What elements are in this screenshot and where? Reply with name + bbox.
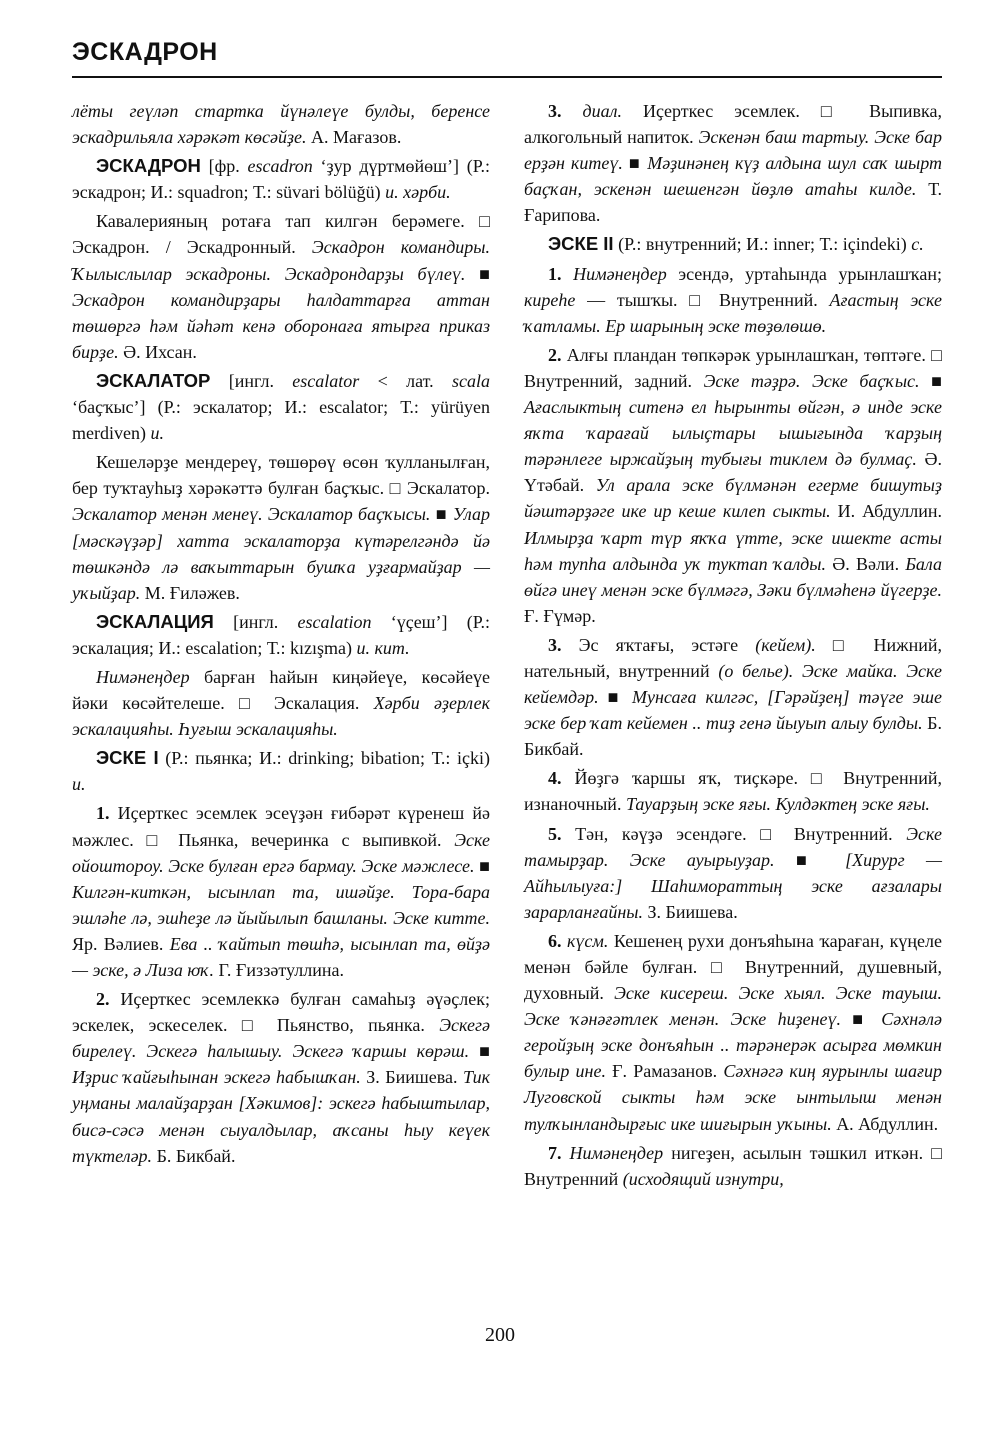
italic-text: Тик уңманы малайҙарҙан [Хәкимов]: эскегә һабыштылар, бисә-сәсә менән сыуалдылар, аҡсаны һыу кеүек түктеләр.	[72, 1067, 490, 1166]
text-run: Ғ. Рамазанов.	[605, 1061, 724, 1082]
text-run: ■	[598, 687, 633, 708]
text-run: Тән, кәүҙә эсендәге. □ Внутренний.	[561, 823, 907, 844]
text-run: ‘үҫеш’] (Р.: эскалация; И.: escalation; Т.: kızışma)	[72, 611, 490, 658]
left-column	[72, 98, 490, 1172]
dictionary-paragraph	[524, 231, 942, 257]
italic-text: [Хирург — Айһылыуға:] Шаһимораттың эске ағзалары зарарланғайны.	[524, 849, 942, 922]
running-head: ЭСКАДРОН	[72, 38, 218, 66]
text-run: Ә. Ихсан.	[118, 341, 197, 362]
italic-text: Иҙрис ҡайғыһынан эскегә һабышҡан.	[72, 1067, 361, 1088]
text-run: Кешенең рухи донъяһына ҡараған, күңеле менән бәйле булған. □ Внутренний, душевный, духовный.	[524, 930, 943, 1004]
text-run: Б. Бикбай.	[524, 713, 942, 760]
header-rule	[72, 76, 942, 78]
italic-text: с.	[911, 234, 924, 255]
text-run: < лат.	[359, 370, 452, 391]
text-run: — тышҡы. □ Внутренний.	[575, 289, 830, 310]
text-run: [фр.	[200, 156, 248, 177]
italic-text: Эске тамырҙар. Эске ауырыуҙар.	[524, 823, 942, 870]
italic-text: Ағастың эске ҡатламы. Ер шарының эске төҙөлөшө.	[524, 289, 942, 336]
text-run: □ Нижний, нательный, внутренний	[524, 634, 942, 681]
text-run: Иҫерткес эсемлеккә булған самаһыҙ әүәҫлек; эскелек, эскеселек. □ Пьянство, пьянка.	[72, 989, 490, 1036]
dictionary-paragraph	[524, 928, 942, 1137]
dictionary-paragraph	[524, 1140, 942, 1192]
sense-number: 3.	[548, 634, 562, 655]
sense-number: 2.	[548, 344, 562, 365]
italic-text: Эске тәҙрә. Эске баҫҡыс.	[703, 370, 920, 391]
text-run: (Р.: внутренний; И.: inner; Т.: içindeki)	[613, 234, 912, 255]
italic-text: (кейем).	[755, 634, 816, 655]
dictionary-paragraph	[72, 800, 490, 983]
italic-text: и.	[72, 774, 86, 795]
text-run	[562, 264, 574, 284]
sense-number: 4.	[548, 768, 562, 789]
sense-number: 1.	[96, 803, 110, 824]
italic-text: Нимәнеңдер	[573, 263, 667, 284]
text-run: А. Абдуллин.	[831, 1113, 939, 1134]
headword: ЭСКЕ I	[96, 747, 159, 769]
dictionary-paragraph	[72, 449, 490, 606]
italic-text: и.	[150, 423, 164, 444]
headword: ЭСКАДРОН	[96, 155, 201, 177]
italic-text: escalator	[292, 370, 360, 391]
italic-text: Эскадрон командиры. Ҡылыслылар эскадроны. Эскадрондарҙы бүлеү.	[72, 237, 490, 284]
italic-text: (исходящий изнутри,	[622, 1168, 784, 1189]
italic-text: Хәрби әҙерлек эскалацияһы. Һуғыш эскалацияһы.	[72, 693, 490, 740]
headword: ЭСКАЛАЦИЯ	[96, 610, 214, 632]
dictionary-paragraph	[72, 153, 490, 205]
text-run: Эс яҡтағы, эстәге	[561, 634, 756, 655]
dictionary-paragraph	[72, 986, 490, 1169]
headword: ЭСКЕ II	[548, 233, 614, 255]
italic-text: Бала өйгә инеү менән эске бүлмәгә, Зәки бүлмәһенә йүгерҙе.	[524, 553, 942, 600]
sense-number: 5.	[548, 823, 562, 844]
italic-text: Нимәнеңдер	[569, 1142, 664, 1163]
text-run: ■	[430, 504, 453, 525]
italic-text: Ағаслыктың ситенә ел һырынты өйгән, ә инде эске яҡта ҡарағай ылыҫтары ышығында ҡарҙың тәрәнлеге ыржайҙың тубығы тиклем дә булмаҫ.	[524, 397, 942, 470]
italic-text: и. кит.	[356, 637, 410, 658]
italic-text: Илмырҙа ҡарт түр яҡҡа үтте, эске ишекте асты һәм тупһа алдында уҡ туктап ҡалды.	[524, 527, 942, 574]
text-run: Иҫерткес эсемлек эсеүҙән ғибәрәт күренеш йә мәжлес. □ Пьянка, вечеринка с выпивкой.	[72, 803, 490, 850]
text-run: ■	[919, 370, 943, 391]
text-run: Яр. Вәлиев.	[72, 933, 170, 954]
italic-text: (о белье). Эске майка. Эске кейемдәр.	[524, 660, 942, 708]
dictionary-paragraph	[72, 98, 490, 150]
italic-text: escalation	[297, 611, 372, 632]
text-run: Алғы пландан төпкәрәк урынлашҡан, төптәге. □ Внутренний, задний.	[524, 344, 942, 391]
text-run	[562, 101, 583, 121]
sense-number: 6.	[548, 930, 562, 951]
dictionary-paragraph	[72, 664, 490, 742]
italic-text: Эске ойоштороу. Эске булған ергә бармау. Эске мәжлесе.	[72, 829, 490, 876]
headword: ЭСКАЛАТОР	[96, 369, 211, 391]
dictionary-paragraph	[72, 208, 490, 365]
dictionary-paragraph	[72, 609, 490, 661]
text-run: З. Биишева.	[360, 1067, 463, 1088]
italic-text: Эске кисереш. Эске хыял. Эске тауыш. Эске ҡәнәғәтлек менән. Эске һиҙенеү.	[524, 983, 942, 1030]
dictionary-paragraph	[524, 342, 942, 629]
italic-text: диал.	[582, 101, 622, 121]
right-column	[524, 98, 942, 1195]
text-run: Иҫерткес эсемлек. □ Выпивка, алкогольный напиток.	[524, 101, 943, 148]
text-run: (Р.: пьянка; И.: drinking; bibation; Т.: içki)	[158, 748, 490, 769]
italic-text: Сәхнәлә геройҙың эске донъяһын .. тәрәнерәк асырға мөмкин булыр ине.	[524, 1009, 942, 1082]
dictionary-paragraph	[524, 765, 942, 817]
italic-text: күсм.	[567, 930, 609, 951]
text-run: эсендә, уртаһында урынлашҡан;	[666, 263, 942, 284]
sense-number: 2.	[96, 989, 110, 1010]
italic-text: Эскадрон командирҙары һалдаттарға аттан төшөргә һәм йәһәт кенә оборонаға ятырға приказ бирҙе.	[72, 289, 490, 362]
text-run: ■	[469, 1041, 490, 1062]
text-run: ■	[622, 153, 648, 174]
text-run: [ингл.	[210, 370, 293, 391]
italic-text: Тауарҙың эске яғы. Кулдәктең эске яғы.	[625, 794, 930, 815]
italic-text: Мунсаға килгәс, [Гәрәйҙең] тәүге эше эске бер ҡат кейемен .. тиҙ генә йыуып алыу булды.	[524, 687, 942, 734]
text-run: [ингл.	[213, 611, 298, 632]
sense-number: 7.	[548, 1142, 562, 1163]
text-run: Г. Ғиззәтуллина.	[214, 960, 344, 980]
text-run: ■	[474, 855, 491, 876]
dictionary-paragraph	[524, 821, 942, 925]
italic-text: лёты геүләп стартка йүнәлеүе булды, беренсе эскадрильяла хәрәкәт көсәйҙе.	[72, 101, 490, 148]
text-run: ‘ҙур дүртмөйөш’] (Р.: эскадрон; И.: squadron; Т.: süvari bölüğü)	[72, 156, 490, 203]
text-run: Ә. Вәли.	[825, 553, 906, 574]
italic-text: и. хәрби.	[385, 182, 451, 203]
text-run: ■	[841, 1009, 882, 1030]
text-run: барған һайын киңәйеүе, көсәйеүе йәки көсәйтелеше. □ Эскалация.	[72, 666, 490, 714]
dictionary-paragraph	[72, 745, 490, 797]
dictionary-paragraph	[72, 368, 490, 446]
text-run: Йөҙгә ҡаршы яҡ, тиҫкәре. □ Внутренний, изнаночный.	[524, 768, 942, 815]
dictionary-paragraph	[524, 632, 942, 762]
text-run: А. Мағазов.	[306, 127, 402, 148]
text-run: ■	[465, 263, 490, 284]
text-run: З. Биишева.	[642, 901, 738, 922]
sense-number: 3.	[548, 101, 562, 121]
text-run: нигеҙен, асылын тәшкил иткән. □ Внутренний	[524, 1142, 943, 1189]
italic-text: escadron	[247, 156, 313, 177]
italic-text: киреһе	[524, 289, 576, 310]
italic-text: scala	[452, 370, 490, 391]
text-run: ‘баҫҡыс’] (Р.: эскалатор; И.: escalator; Т.: yürüyen merdiven)	[72, 397, 490, 444]
italic-text: Эскалатор менән менеү. Эскалатор баҫҡысы.	[72, 504, 431, 525]
italic-text: Ул арала эске бүлмәнән егерме бишутыҙ йәштәрҙәге ике ир кеше килеп сыкты.	[524, 475, 943, 522]
text-run: Кавалерияның ротаға тап килгән берәмеге. □ Эскадрон. / Эскадронный.	[72, 211, 490, 258]
italic-text: Эскенән баш тартыу. Эске бар ерҙән китеү.	[524, 127, 942, 174]
italic-text: Эскегә бирелеү. Эскегә һалышыу. Эскегә ҡаршы көрәш.	[72, 1015, 490, 1062]
dictionary-paragraph	[524, 261, 942, 339]
italic-text: Мәҙинәнең күҙ алдына шул саҡ шырт баҫҡан, эскенән шешенгән йөҙлө атаһы килде.	[524, 153, 942, 200]
dictionary-paragraph	[524, 98, 942, 228]
text-run: ■	[774, 849, 846, 870]
text-run	[562, 1143, 570, 1163]
text-run: Т. Ғарипова.	[524, 179, 942, 226]
italic-text: Килгән-киткән, ысынлап та, ишәйҙе. Тора-бара эшләһе лә, эшһеҙе лә йыйылып башланы. Эске китте.	[72, 881, 490, 928]
italic-text: Сәхнәгә киң яурынлы шағир Луговской сыкты һәм эске ынтылыш менән тулҡынландырғыс ике шиғырын уҡыны.	[524, 1061, 942, 1134]
italic-text: Нимәнеңдер	[96, 666, 190, 687]
text-run: И. Абдуллин.	[830, 501, 942, 522]
sense-number: 1.	[548, 263, 562, 284]
text-run: Кешеләрҙе мендереү, төшөрөү өсөн ҡулланылған, бер туҡтауһыҙ хәрәкәттә булған баҫҡыс. □ Эскалатор.	[72, 452, 490, 499]
italic-text: Улар [мәскәүҙәр] хатта эскалаторҙа күтәрелгәндә йә төшкәндә лә ваҡыттарын бушҡа уҙғармайҙар — уҡыйҙар.	[72, 504, 490, 603]
italic-text: Ева .. ҡайтып төшһә, ысынлап та, өйҙә — эске, ә Лиза юҡ.	[72, 933, 491, 980]
text-run: Ә. Үтәбай.	[524, 449, 942, 496]
page-number: 200	[485, 1324, 515, 1346]
text-run: М. Ғиләжев.	[140, 582, 240, 603]
text-run: Ғ. Ғүмәр.	[524, 605, 596, 626]
text-run: Б. Бикбай.	[152, 1145, 236, 1166]
